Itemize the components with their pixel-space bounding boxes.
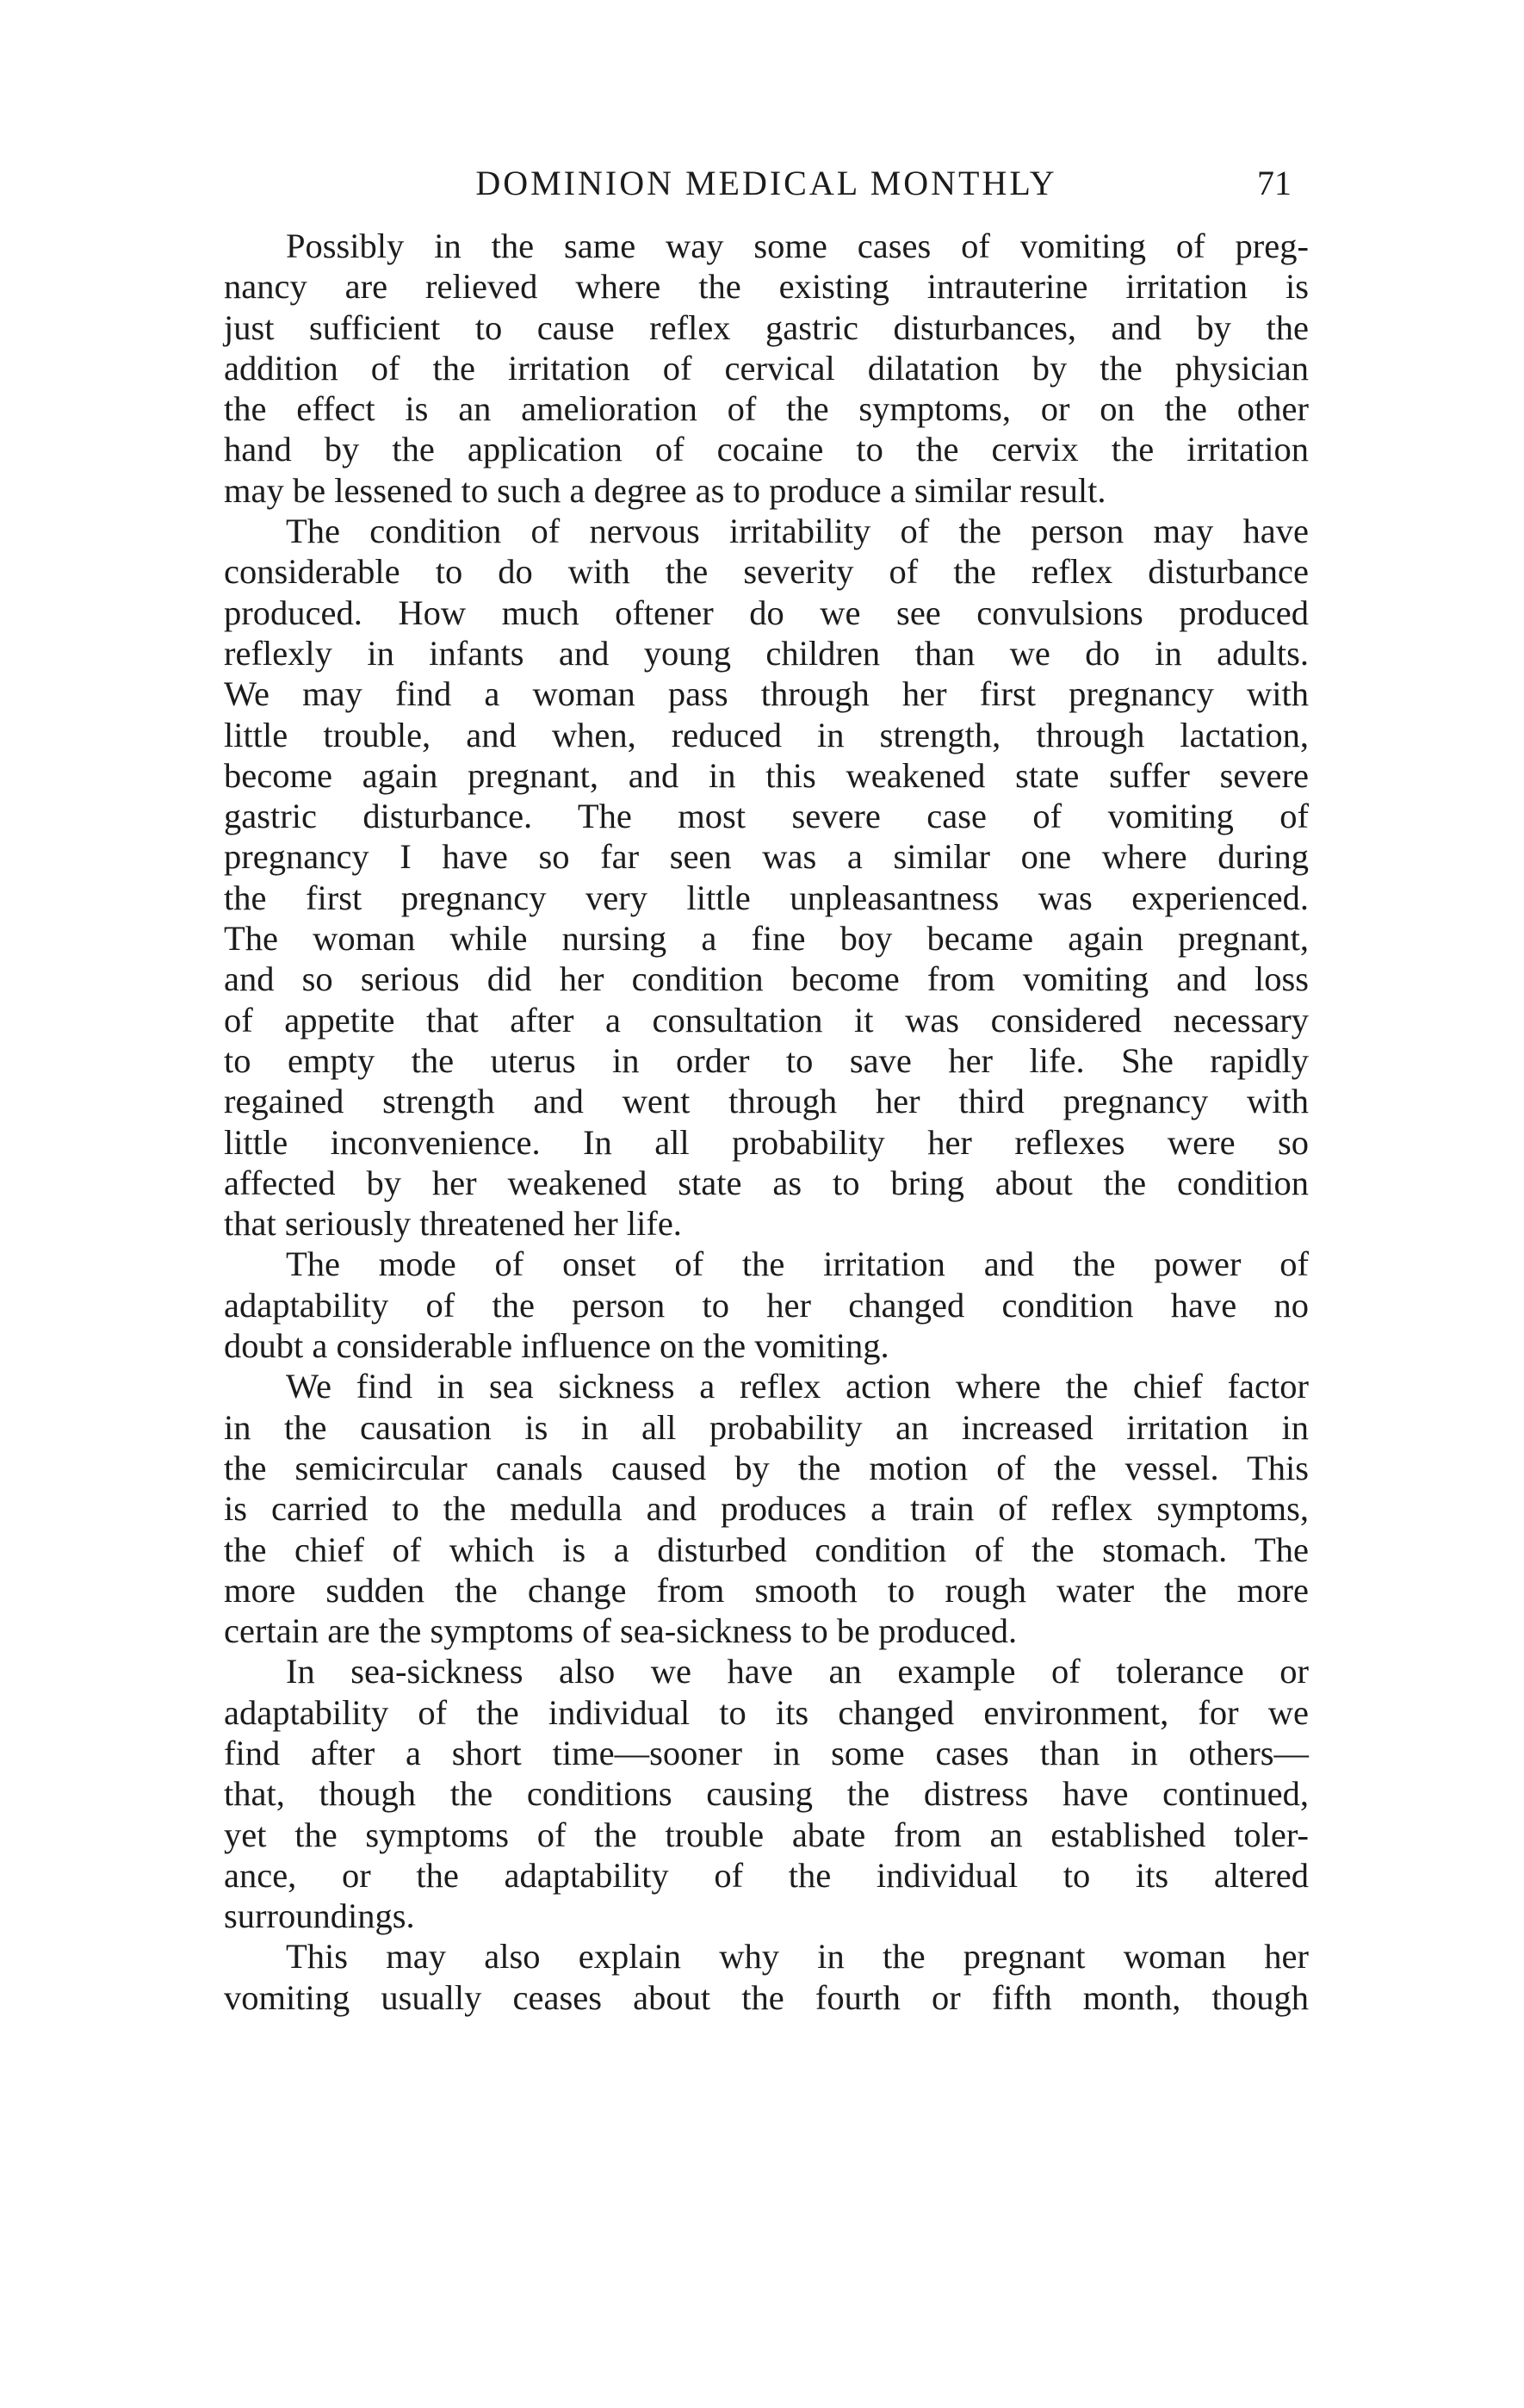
text-line: that, though the conditions causing the distress have continued, (224, 1774, 1309, 1814)
text-line: reflexly in infants and young children than we do in adults. (224, 633, 1309, 673)
text-line: The condition of nervous irritability of the person may have (286, 512, 1309, 551)
text-line: regained strength and went through her third pregnancy with (224, 1082, 1309, 1121)
text-line: doubt a considerable influence on the vomiting. (224, 1326, 889, 1366)
text-line: the semicircular canals caused by the motion of the vessel. This (224, 1448, 1309, 1487)
journal-title: DOMINION MEDICAL MONTHLY (475, 164, 1057, 202)
text-line: ance, or the adaptability of the individual to its altered (224, 1855, 1309, 1895)
text-line: surroundings. (224, 1896, 415, 1936)
text-line: adaptability of the person to her changed condition have no (224, 1285, 1309, 1325)
text-line: gastric disturbance. The most severe case of vomiting of (224, 797, 1309, 836)
text-line: This may also explain why in the pregnant woman her (286, 1937, 1309, 1977)
paragraph (224, 226, 1309, 511)
text-line: that seriously threatened her life. (224, 1204, 682, 1244)
page-number: 71 (1257, 164, 1292, 202)
text-line: of appetite that after a consultation it was considered necessary (224, 1000, 1309, 1040)
text-line: just sufficient to cause reflex gastric disturbances, and by the (224, 307, 1309, 347)
article-body (224, 226, 1309, 2018)
paragraph (224, 1936, 1309, 2018)
paragraph (224, 1366, 1309, 1651)
text-line: and so serious did her condition become from vomiting and loss (224, 959, 1309, 999)
paragraph (224, 511, 1309, 1244)
text-line: pregnancy I have so far seen was a similar one where during (224, 837, 1309, 877)
text-line: may be lessened to such a degree as to produce a similar result. (224, 470, 1106, 510)
text-line: affected by her weakened state as to bring about the condition (224, 1163, 1309, 1202)
text-line: In sea-sickness also we have an example of tolerance or (286, 1652, 1309, 1691)
text-line: the chief of which is a disturbed condition of the stomach. The (224, 1530, 1309, 1569)
text-line: considerable to do with the severity of the reflex disturbance (224, 552, 1309, 592)
text-line: We find in sea sickness a reflex action where the chief factor (286, 1367, 1309, 1406)
text-line: Possibly in the same way some cases of vomiting of preg- (286, 227, 1309, 265)
text-line: find after a short time—sooner in some cases than in others— (224, 1733, 1309, 1772)
text-line: certain are the symptoms of sea-sickness to be produced. (224, 1611, 1018, 1651)
text-line: little inconvenience. In all probability her reflexes were so (224, 1122, 1309, 1162)
text-line: We may find a woman pass through her first pregnancy with (224, 674, 1309, 714)
text-line: The mode of onset of the irritation and the power of (286, 1244, 1309, 1284)
text-line: more sudden the change from smooth to rough water the more (224, 1570, 1309, 1610)
text-line: nancy are relieved where the existing intrauterine irritation is (224, 267, 1309, 307)
text-line: addition of the irritation of cervical dilatation by the physician (224, 348, 1309, 388)
text-line: hand by the application of cocaine to the cervix the irritation (224, 430, 1309, 469)
running-head (224, 159, 1309, 208)
paragraph (224, 1244, 1309, 1366)
text-line: to empty the uterus in order to save her life. She rapidly (224, 1040, 1309, 1080)
text-line: the effect is an amelioration of the symptoms, or on the other (224, 389, 1309, 429)
text-line: become again pregnant, and in this weakened state suffer severe (224, 755, 1309, 795)
text-line: is carried to the medulla and produces a train of reflex symptoms, (224, 1489, 1309, 1529)
text-line: vomiting usually ceases about the fourth or fifth month, though (224, 1977, 1309, 2017)
text-line: produced. How much oftener do we see convulsions produced (224, 593, 1309, 632)
text-line: yet the symptoms of the trouble abate from an established toler- (224, 1815, 1309, 1854)
paragraph (224, 1651, 1309, 1936)
text-line: The woman while nursing a fine boy became again pregnant, (224, 919, 1309, 959)
text-line: the first pregnancy very little unpleasantness was experienced. (224, 878, 1309, 917)
text-line: adaptability of the individual to its changed environment, for we (224, 1692, 1309, 1732)
text-line: little trouble, and when, reduced in strength, through lactation, (224, 715, 1309, 754)
text-line: in the causation is in all probability an increased irritation in (224, 1407, 1309, 1447)
